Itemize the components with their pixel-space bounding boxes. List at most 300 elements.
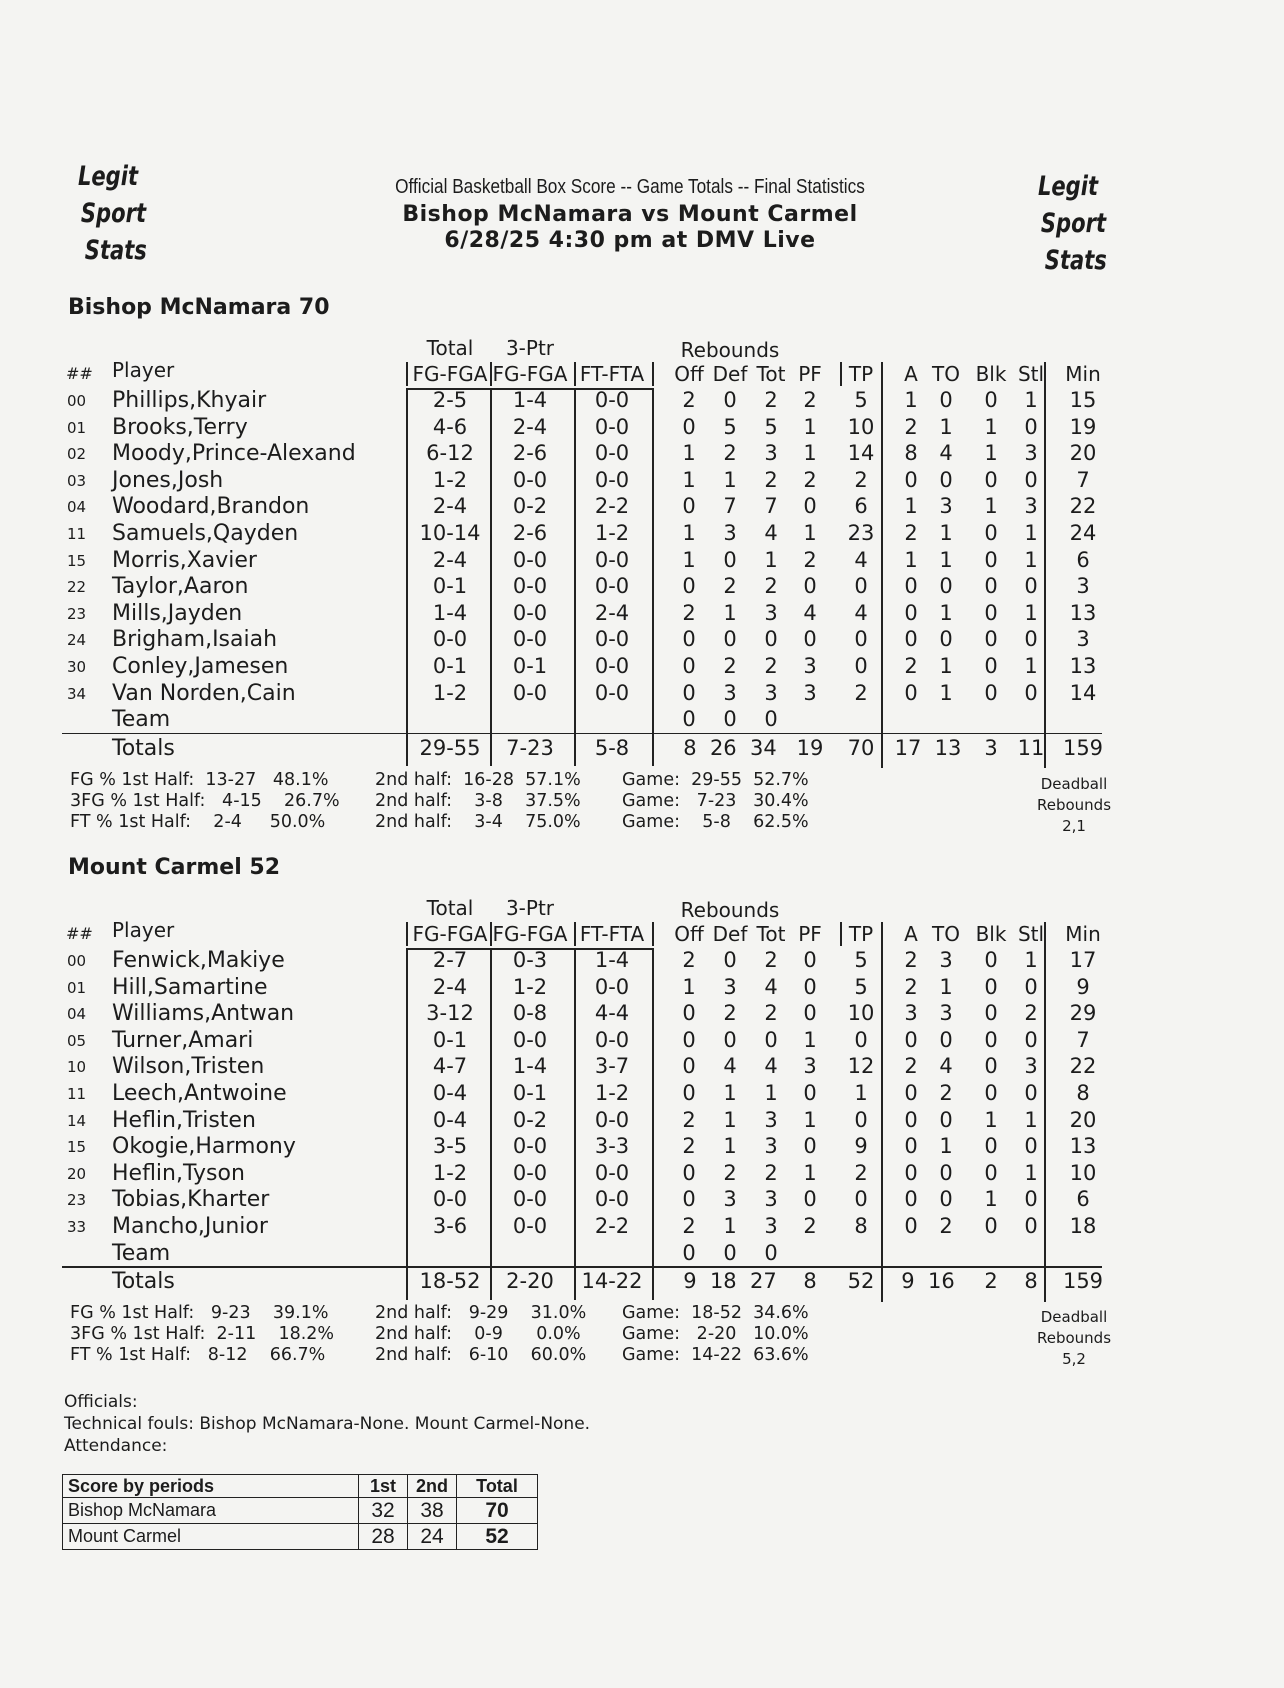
deadball-value: 5,2 (1062, 1350, 1086, 1369)
stat-off: 1 (682, 521, 696, 545)
pct-first-half: 3FG % 1st Half: 2-11 18.2% (70, 1324, 335, 1345)
stat-blk: 0 (984, 547, 998, 572)
player-number: 05 (67, 1031, 87, 1050)
player-number: 01 (67, 418, 87, 437)
stat-def: 2 (723, 1001, 737, 1026)
stat-a: 0 (904, 467, 918, 492)
logo-left (69, 158, 147, 269)
stat-off: 0 (682, 1027, 696, 1052)
stat-to: 1 (939, 414, 953, 439)
stat-pf: 0 (803, 1187, 817, 1212)
stat-to: 0 (939, 1160, 953, 1185)
stat-tp: 4 (854, 600, 868, 625)
player-name: Brigham,Isaiah (112, 627, 278, 653)
stat-tp: 5 (854, 388, 868, 412)
report-title: Official Basketball Box Score -- Game Totals -- Final Statistics (395, 176, 865, 198)
stat-tp: 1 (854, 1081, 868, 1105)
header-stl: Stl (1017, 922, 1045, 946)
header-num: ## (66, 364, 93, 383)
header-off: Off (674, 922, 704, 946)
stat-pf: 1 (803, 1027, 817, 1052)
stat-blk: 0 (984, 627, 998, 652)
stat-ft: 0-0 (594, 1187, 630, 1212)
stat-blk: 0 (984, 948, 998, 972)
stat-ft: 0-0 (594, 574, 630, 599)
stat-blk: 0 (984, 1054, 998, 1079)
stat-tp: 0 (854, 1187, 868, 1212)
totals-ft: 5-8 (594, 735, 630, 760)
pct-game: Game: 29-55 52.7% (622, 769, 809, 790)
stat-to: 1 (939, 974, 953, 999)
totals-blk: 3 (984, 735, 998, 760)
stat-blk: 0 (984, 388, 998, 412)
stat-fg: 0-1 (432, 654, 468, 678)
stat-fg: 4-6 (432, 414, 468, 439)
player-name: Heflin,Tristen (112, 1107, 256, 1133)
stat-min: 22 (1069, 1054, 1097, 1079)
header-fg3: FG-FGA (492, 362, 568, 386)
deadball-rebounds-label: Rebounds (1036, 795, 1112, 814)
header-ft: FT-FTA (579, 922, 645, 946)
header-tot: Tot (756, 922, 786, 946)
pct-second-half: 2nd half: 9-29 31.0% (375, 1303, 587, 1324)
team-row-off: 0 (682, 1240, 696, 1265)
team-title: Bishop McNamara 70 (68, 295, 330, 320)
stat-stl: 1 (1024, 521, 1038, 545)
totals-rule (62, 733, 1102, 735)
totals-rebounds: 9 18 27 (683, 1269, 777, 1294)
stat-fg: 0-0 (432, 1187, 468, 1212)
player-number: 34 (67, 684, 87, 703)
player-number: 02 (67, 445, 87, 464)
stat-a: 1 (904, 547, 918, 572)
officials-label: Officials: (64, 1392, 138, 1412)
stat-tot: 2 (764, 467, 778, 492)
stat-off: 0 (682, 680, 696, 705)
stat-ft: 2-2 (594, 1214, 630, 1238)
player-name: Morris,Xavier (112, 547, 257, 573)
player-name: Turner,Amari (112, 1027, 254, 1053)
stat-def: 3 (723, 1187, 737, 1212)
header-off: Off (674, 362, 704, 386)
stat-fg: 1-2 (432, 680, 468, 705)
stat-def: 0 (723, 627, 737, 652)
stat-ft: 0-0 (594, 441, 630, 466)
stat-a: 0 (904, 574, 918, 599)
stat-def: 3 (723, 680, 737, 705)
stat-def: 2 (723, 1160, 737, 1185)
stat-fg: 10-14 (419, 521, 481, 545)
stat-fg3: 0-0 (512, 1134, 548, 1159)
team-row-label: Team (112, 707, 171, 733)
stat-min: 9 (1076, 974, 1090, 999)
stat-a: 3 (904, 1001, 918, 1026)
pct-first-half: 3FG % 1st Half: 4-15 26.7% (70, 790, 340, 811)
player-number: 22 (67, 578, 87, 597)
stat-a: 1 (904, 388, 918, 412)
game-date-venue: 6/28/25 4:30 pm at DMV Live (444, 228, 816, 253)
stat-a: 2 (904, 948, 918, 972)
stat-fg3: 0-1 (512, 1081, 548, 1105)
stat-tot: 2 (764, 948, 778, 972)
stat-min: 14 (1069, 680, 1097, 705)
stat-tot: 3 (764, 1134, 778, 1159)
periods-2nd: 38 (408, 1498, 457, 1524)
header-total: Total (426, 336, 474, 360)
stat-fg3: 0-0 (512, 467, 548, 492)
player-number: 11 (67, 525, 87, 543)
player-name: Brooks,Terry (112, 414, 248, 440)
totals-stl: 8 (1024, 1269, 1038, 1294)
stat-a: 0 (904, 1027, 918, 1052)
stat-off: 0 (682, 1054, 696, 1079)
stat-off: 0 (682, 1081, 696, 1105)
stat-to: 1 (939, 547, 953, 572)
stat-tot: 2 (764, 388, 778, 412)
pct-game: Game: 14-22 63.6% (622, 1345, 809, 1366)
stat-fg3: 0-0 (512, 600, 548, 625)
header-to: TO (932, 922, 960, 946)
periods-row (63, 1498, 538, 1524)
header-blk: Blk (975, 922, 1007, 946)
header-def: Def (712, 922, 748, 946)
stat-ft: 0-0 (594, 654, 630, 678)
stat-blk: 0 (984, 521, 998, 545)
stat-min: 13 (1069, 654, 1097, 678)
player-number: 20 (67, 1164, 87, 1183)
stat-off: 0 (682, 494, 696, 519)
stat-tot: 4 (764, 521, 778, 545)
attendance-label: Attendance: (64, 1436, 168, 1456)
column-divider (490, 362, 492, 386)
column-divider (840, 362, 842, 386)
stat-pf: 1 (803, 441, 817, 466)
stat-to: 1 (939, 1134, 953, 1159)
column-divider (490, 922, 492, 946)
totals-label: Totals (112, 1269, 175, 1295)
stat-to: 1 (939, 680, 953, 705)
stat-ft: 2-4 (594, 600, 630, 625)
column-divider (406, 362, 408, 386)
stat-pf: 2 (803, 547, 817, 572)
stat-def: 0 (723, 388, 737, 412)
stat-tot: 3 (764, 1187, 778, 1212)
stat-tot: 3 (764, 1107, 778, 1132)
stat-fg3: 0-0 (512, 1027, 548, 1052)
stat-blk: 0 (984, 600, 998, 625)
totals-min: 159 (1062, 1269, 1104, 1294)
player-number: 15 (67, 551, 87, 570)
stat-pf: 0 (803, 1001, 817, 1026)
column-divider (406, 388, 408, 766)
stat-ft: 0-0 (594, 974, 630, 999)
column-divider (1044, 362, 1046, 768)
stat-def: 5 (723, 414, 737, 439)
totals-min: 159 (1062, 735, 1104, 760)
totals-pf: 19 (796, 735, 824, 760)
stat-blk: 0 (984, 654, 998, 678)
stat-a: 0 (904, 1081, 918, 1105)
stat-blk: 1 (984, 1107, 998, 1132)
stat-fg: 3-12 (426, 1001, 474, 1026)
stat-min: 7 (1076, 1027, 1090, 1052)
player-name: Van Norden,Cain (112, 680, 296, 706)
totals-tp: 70 (847, 735, 875, 760)
periods-team: Bishop McNamara (63, 1498, 359, 1524)
header-pf: PF (798, 922, 822, 946)
player-name: Hill,Samartine (112, 974, 268, 1000)
stat-min: 7 (1076, 467, 1090, 492)
stat-stl: 1 (1024, 600, 1038, 625)
stat-stl: 0 (1024, 1187, 1038, 1212)
totals-label: Totals (112, 735, 175, 761)
stat-ft: 1-4 (594, 948, 630, 972)
periods-total: 70 (457, 1498, 538, 1524)
stat-to: 0 (939, 1107, 953, 1132)
stat-stl: 1 (1024, 1160, 1038, 1185)
header-total: Total (426, 896, 474, 920)
player-name: Tobias,Kharter (112, 1187, 270, 1213)
periods-team: Mount Carmel (63, 1524, 359, 1550)
pct-first-half: FG % 1st Half: 9-23 39.1% (70, 1303, 329, 1324)
periods-header-label: Score by periods (63, 1475, 359, 1498)
stat-a: 2 (904, 414, 918, 439)
stat-a: 2 (904, 974, 918, 999)
stat-pf: 0 (803, 494, 817, 519)
stat-to: 0 (939, 467, 953, 492)
stat-def: 3 (723, 521, 737, 545)
player-name: Mancho,Junior (112, 1214, 268, 1239)
player-name: Leech,Antwoine (112, 1081, 287, 1106)
totals-tp: 52 (847, 1269, 875, 1294)
player-name: Phillips,Khyair (112, 388, 267, 413)
stat-off: 2 (682, 1214, 696, 1238)
header-pf: PF (798, 362, 822, 386)
stat-to: 0 (939, 574, 953, 599)
player-number: 14 (67, 1111, 87, 1130)
header-fg: FG-FGA (412, 362, 488, 386)
stat-to: 3 (939, 948, 953, 972)
stat-ft: 0-0 (594, 627, 630, 652)
stat-to: 3 (939, 1001, 953, 1026)
column-divider (490, 388, 492, 766)
stat-pf: 0 (803, 974, 817, 999)
pct-second-half: 2nd half: 3-8 37.5% (375, 790, 581, 811)
stat-def: 1 (723, 467, 737, 492)
stat-def: 1 (723, 600, 737, 625)
totals-fg: 18-52 (419, 1269, 481, 1294)
stat-off: 1 (682, 974, 696, 999)
stat-off: 1 (682, 547, 696, 572)
logo-line-2: Sport (80, 198, 147, 229)
player-number: 00 (67, 952, 87, 970)
stat-off: 2 (682, 948, 696, 972)
stat-tp: 9 (854, 1134, 868, 1159)
stat-fg3: 0-0 (512, 1214, 548, 1238)
player-name: Jones,Josh (112, 467, 224, 493)
stat-fg3: 0-0 (512, 547, 548, 572)
header-min: Min (1065, 362, 1101, 386)
totals-fg3: 2-20 (506, 1269, 554, 1294)
stat-pf: 3 (803, 680, 817, 705)
stat-pf: 0 (803, 574, 817, 599)
stat-def: 0 (723, 1027, 737, 1052)
stat-a: 0 (904, 1214, 918, 1238)
stat-pf: 2 (803, 388, 817, 412)
stat-fg: 2-4 (432, 974, 468, 999)
stat-fg: 1-4 (432, 600, 468, 625)
pct-second-half: 2nd half: 0-9 0.0% (375, 1324, 581, 1345)
pct-game: Game: 18-52 34.6% (622, 1303, 809, 1324)
stat-tot: 3 (764, 441, 778, 466)
stat-fg3: 0-0 (512, 574, 548, 599)
stat-fg3: 1-2 (512, 974, 548, 999)
stat-def: 0 (723, 547, 737, 572)
pct-game: Game: 2-20 10.0% (622, 1324, 809, 1345)
stat-tot: 3 (764, 680, 778, 705)
stat-stl: 0 (1024, 680, 1038, 705)
player-number: 11 (67, 1085, 87, 1103)
stat-tot: 0 (764, 1027, 778, 1052)
player-number: 30 (67, 658, 87, 676)
stat-min: 10 (1069, 1160, 1097, 1185)
stat-ft: 0-0 (594, 1027, 630, 1052)
totals-ft: 14-22 (581, 1269, 643, 1294)
stat-fg: 2-4 (432, 494, 468, 519)
stat-to: 0 (939, 1027, 953, 1052)
column-divider (652, 922, 654, 946)
stat-tp: 0 (854, 1107, 868, 1132)
stat-fg: 0-4 (432, 1081, 468, 1105)
stat-pf: 1 (803, 1107, 817, 1132)
stat-def: 2 (723, 654, 737, 678)
stat-stl: 3 (1024, 441, 1038, 466)
deadball-label: Deadball (1040, 774, 1108, 793)
player-name: Okogie,Harmony (112, 1134, 296, 1160)
stat-a: 0 (904, 627, 918, 652)
header-tot: Tot (756, 362, 786, 386)
stat-def: 2 (723, 441, 737, 466)
stat-blk: 0 (984, 1134, 998, 1159)
stat-to: 0 (939, 627, 953, 652)
stat-min: 18 (1069, 1214, 1097, 1238)
totals-a-to: 9 16 (901, 1269, 955, 1294)
stat-fg: 4-7 (432, 1054, 468, 1079)
column-divider (652, 362, 654, 386)
column-divider (840, 922, 842, 946)
stat-ft: 3-3 (594, 1134, 630, 1159)
stat-pf: 0 (803, 627, 817, 652)
stat-fg3: 0-8 (512, 1001, 548, 1026)
stat-off: 2 (682, 600, 696, 625)
header-tp: TP (848, 362, 874, 386)
header-player: Player (112, 918, 175, 942)
stat-stl: 0 (1024, 1027, 1038, 1052)
stat-blk: 0 (984, 1214, 998, 1238)
stat-tp: 8 (854, 1214, 868, 1238)
player-number: 10 (67, 1058, 87, 1077)
stat-fg3: 0-1 (512, 654, 548, 678)
stat-tp: 12 (847, 1054, 875, 1079)
player-name: Wilson,Tristen (112, 1054, 265, 1080)
team-row-tot: 0 (764, 707, 778, 732)
stat-stl: 0 (1024, 414, 1038, 439)
header-to: TO (932, 362, 960, 386)
totals-fg3: 7-23 (506, 735, 554, 760)
stat-stl: 1 (1024, 388, 1038, 412)
logo-line-2: Sport (1040, 208, 1107, 239)
stat-a: 0 (904, 1187, 918, 1212)
header-fg3: FG-FGA (492, 922, 568, 946)
stat-blk: 0 (984, 574, 998, 599)
stat-tp: 5 (854, 948, 868, 972)
logo-line-3: Stats (1044, 245, 1107, 276)
stat-ft: 4-4 (594, 1001, 630, 1026)
periods-1st: 32 (359, 1498, 408, 1524)
stat-tp: 0 (854, 654, 868, 678)
stat-a: 2 (904, 521, 918, 545)
stat-stl: 0 (1024, 1214, 1038, 1238)
stat-min: 22 (1069, 494, 1097, 519)
stat-ft: 0-0 (594, 1160, 630, 1185)
stat-tp: 0 (854, 1027, 868, 1052)
totals-rule (62, 1266, 1102, 1268)
player-number: 33 (67, 1218, 87, 1236)
header-blk: Blk (975, 362, 1007, 386)
player-number: 01 (67, 978, 87, 997)
stat-off: 0 (682, 627, 696, 652)
player-number: 23 (67, 604, 87, 623)
stat-fg3: 0-0 (512, 627, 548, 652)
stat-off: 2 (682, 1134, 696, 1159)
stat-pf: 0 (803, 1081, 817, 1105)
stat-min: 15 (1069, 388, 1097, 412)
stat-def: 3 (723, 974, 737, 999)
header-num: ## (66, 924, 93, 943)
pct-first-half: FT % 1st Half: 2-4 50.0% (70, 811, 326, 832)
stat-tot: 2 (764, 1160, 778, 1185)
stat-pf: 3 (803, 654, 817, 678)
stat-ft: 1-2 (594, 1081, 630, 1105)
stat-to: 2 (939, 1214, 953, 1238)
stat-off: 0 (682, 574, 696, 599)
player-number: 03 (67, 471, 87, 490)
player-number: 04 (67, 1005, 87, 1024)
stat-fg3: 0-0 (512, 1187, 548, 1212)
team-row-def: 0 (723, 707, 737, 732)
stat-tp: 0 (854, 627, 868, 652)
stat-min: 6 (1076, 1187, 1090, 1212)
column-divider (652, 948, 654, 1300)
stat-ft: 0-0 (594, 388, 630, 412)
column-divider (574, 362, 576, 386)
player-name: Taylor,Aaron (112, 574, 249, 600)
stat-stl: 0 (1024, 1081, 1038, 1105)
stat-min: 20 (1069, 1107, 1097, 1132)
matchup-title: Bishop McNamara vs Mount Carmel (402, 202, 858, 227)
stat-pf: 1 (803, 414, 817, 439)
stat-fg: 2-4 (432, 547, 468, 572)
stat-fg: 2-7 (432, 948, 468, 972)
player-name: Conley,Jamesen (112, 654, 289, 679)
stat-fg: 0-1 (432, 1027, 468, 1052)
stat-fg: 6-12 (426, 441, 474, 466)
player-number: 04 (67, 498, 87, 517)
stat-tot: 3 (764, 1214, 778, 1238)
stat-blk: 0 (984, 467, 998, 492)
stat-stl: 1 (1024, 948, 1038, 972)
score-by-periods-table (62, 1474, 538, 1550)
